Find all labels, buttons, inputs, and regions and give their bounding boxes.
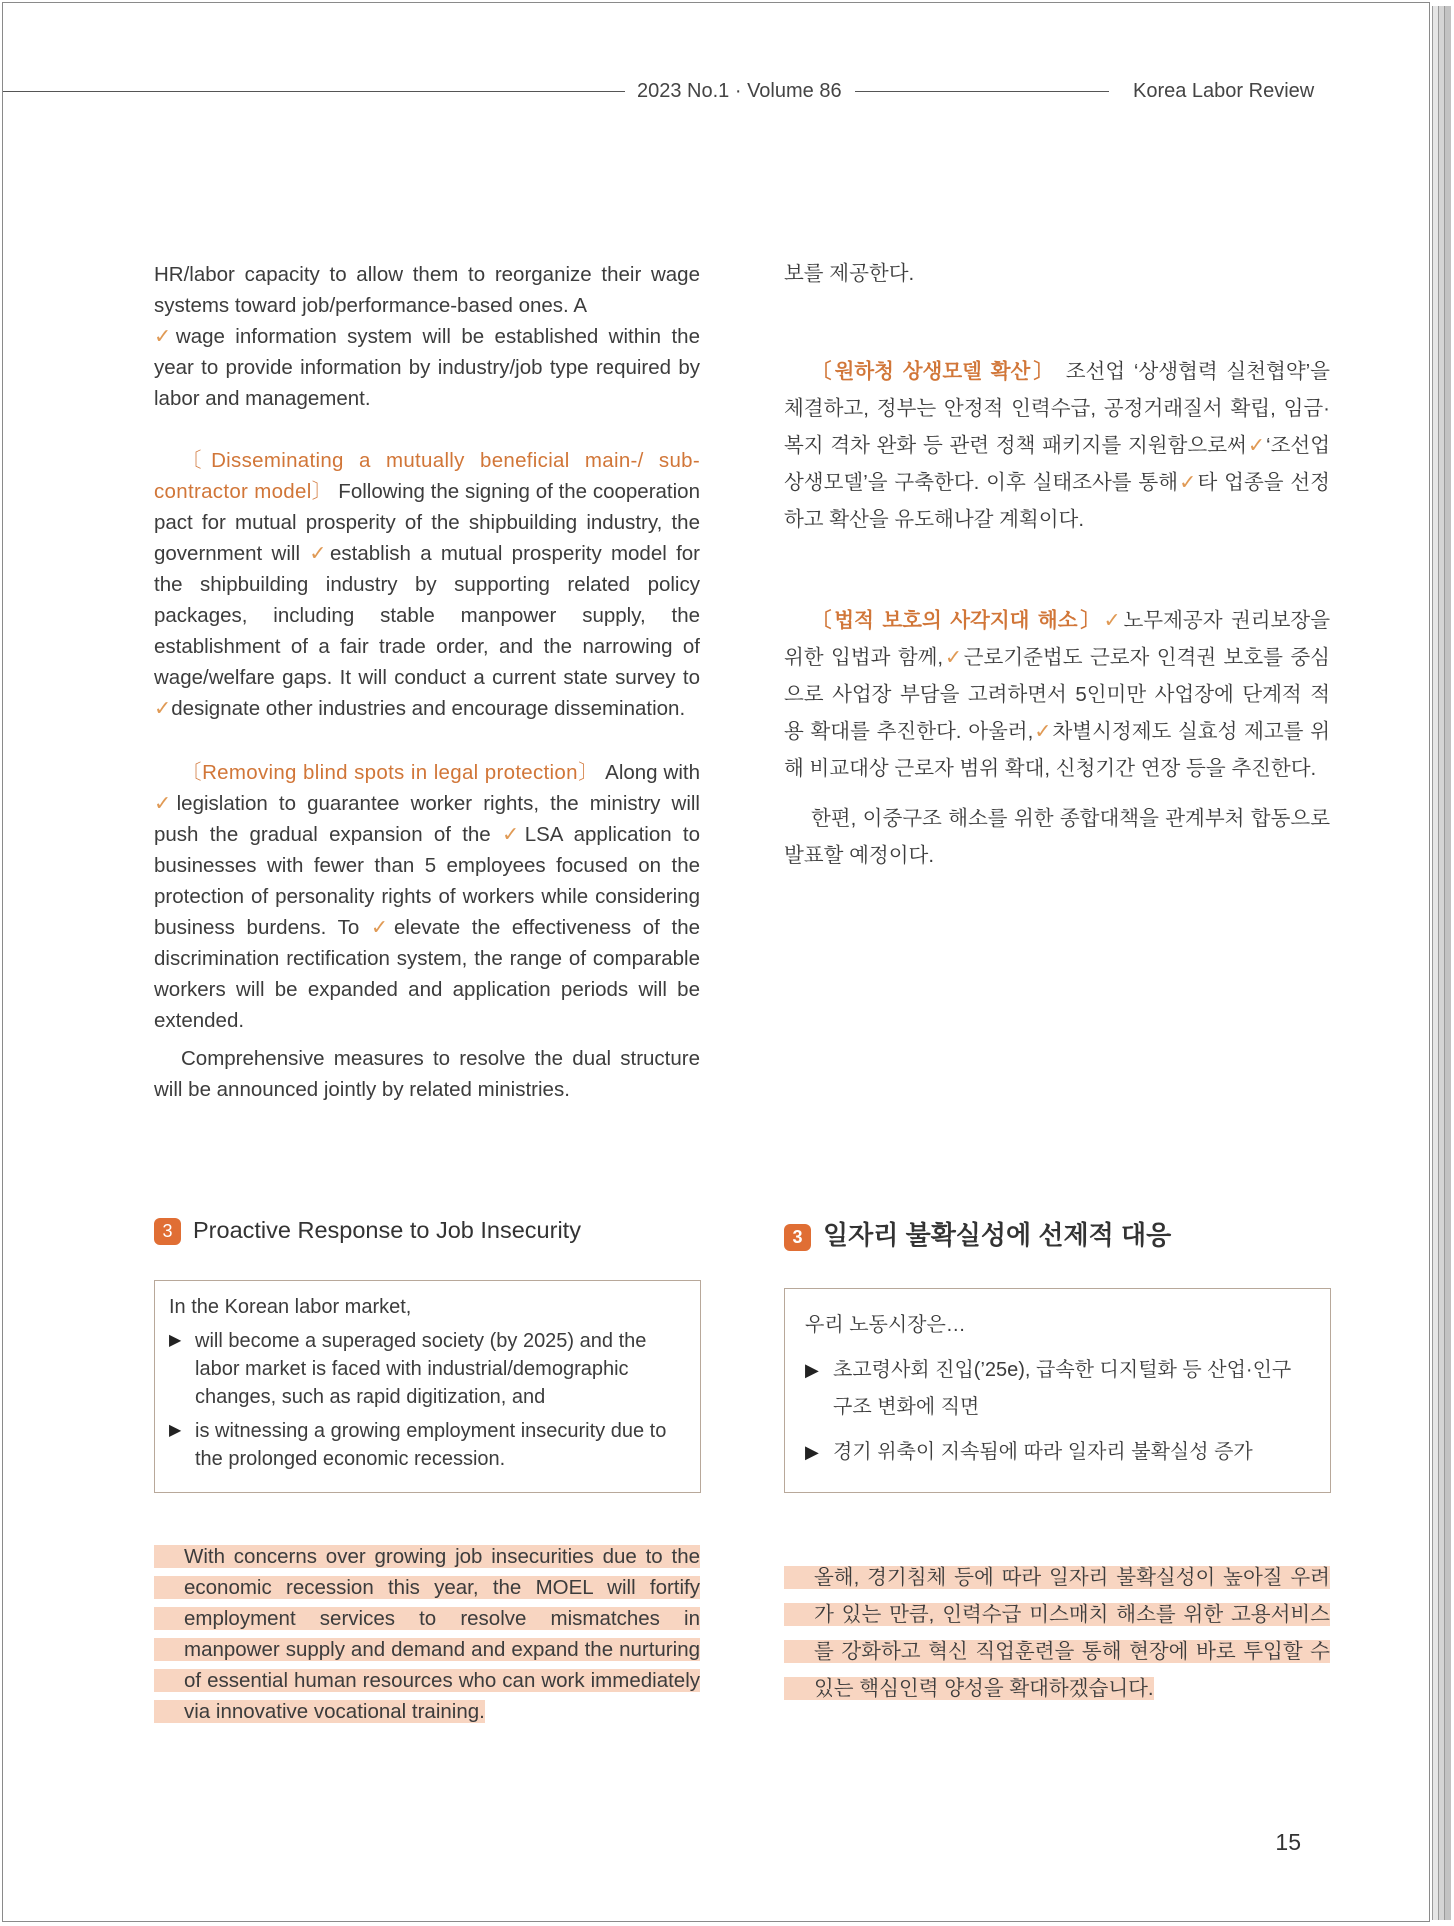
triangle-bullet-icon: ▶: [169, 1422, 182, 1439]
page-number: 15: [1275, 1829, 1301, 1855]
korean-section-heading: [784, 1215, 1171, 1252]
check-icon: ✓: [1246, 434, 1267, 457]
check-icon: ✓: [1033, 720, 1053, 743]
korean-paragraph-1: 보를 제공한다.: [784, 262, 915, 285]
english-paragraph-2: 〔Disseminating a mutually beneficial main-/ sub-contractor model〕 Following the signing of the cooperation pact for mutual prosperity of the shipbuilding industry, the government will ✓establish a mutual prosperity model for the shipbuilding industry by supporting related policy packages, including stable manpower supply, the establishment of a fair trade order, and the narrowing of wage/welfare gaps. It will conduct a current state survey to ✓designate other industries and encourage dissemination.: [154, 449, 700, 720]
english-column: [154, 259, 700, 1105]
publication-title: Korea Labor Review: [1133, 80, 1315, 102]
check-icon: ✓: [370, 916, 394, 939]
english-box-intro: In the Korean labor market,: [169, 1296, 412, 1318]
triangle-bullet-icon: ▶: [169, 1332, 182, 1349]
korean-highlight-paragraph: 올해, 경기침체 등에 따라 일자리 불확실성이 높아질 우려가 있는 만큼, 인력수급 미스매치 해소를 위한 고용서비스를 강화하고 혁신 직업훈련을 통해 현장에 바로 투입할 수 있는 핵심인력 양성을 확대하겠습니다.: [784, 1559, 1330, 1707]
english-paragraph-3: 〔Removing blind spots in legal protection〕 Along with ✓legislation to guarantee worker rights, the ministry will push the gradual expansion of the ✓LSA application to businesses with fewer than 5 employees focused on the protection of personality rights of workers while considering business burdens. To ✓elevate the effectiveness of the discrimination rectification system, the range of comparable workers will be expanded and application periods will be extended.: [154, 761, 700, 1032]
english-paragraph-1: HR/labor capacity to allow them to reorganize their wage systems toward job/performance-based ones. A ✓wage information system will be established within the year to provide information by industry/job type required by labor and management.: [154, 263, 700, 410]
section-number-badge: 3: [784, 1224, 811, 1251]
korean-column: [784, 255, 1330, 874]
check-icon: ✓: [501, 823, 525, 846]
korean-box-item: ▶ 초고령사회 진입(’25e), 급속한 디지털화 등 산업·인구구조 변화에 직면: [805, 1352, 1310, 1426]
korean-paragraph-2: 〔원하청 상생모델 확산〕 조선업 ‘상생협력 실천협약’을 체결하고, 정부는 안정적 인력수급, 공정거래질서 확립, 임금·복지 격차 완화 등 관련 정책 패키지를 지원함으로써✓‘조선업 상생모델’을 구축한다. 이후 실태조사를 통해✓타 업종을 선정하고 확산을 유도해나갈 계획이다.: [784, 360, 1330, 531]
korean-section-title: 일자리 불확실성에 선제적 대응: [823, 1220, 1172, 1250]
english-summary-box: [154, 1280, 701, 1493]
check-icon: ✓: [1178, 471, 1198, 494]
header-rule-middle: [855, 91, 1109, 92]
korean-paragraph-4: 한편, 이중구조 해소를 위한 종합대책을 관계부처 합동으로 발표할 예정이다.: [784, 807, 1330, 867]
check-icon: ✓: [309, 542, 331, 565]
english-section-title: Proactive Response to Job Insecurity: [193, 1217, 581, 1243]
english-lead-legal: 〔Removing blind spots in legal protection〕: [181, 761, 600, 784]
english-paragraph-4: Comprehensive measures to resolve the dual structure will be announced jointly by related ministries.: [154, 1047, 700, 1101]
english-highlight-paragraph: With concerns over growing job insecurities due to the economic recession this year, the MOEL will fortify employment services to resolve mismatches in manpower supply and demand and expand the nurturing of essential human resources who can work immediately via innovative vocational training.: [154, 1541, 700, 1727]
korean-summary-box: [784, 1288, 1331, 1493]
header-rule-left: [3, 91, 625, 92]
check-icon: ✓: [154, 697, 172, 720]
english-lead-mutual: 〔Disseminating a mutually beneficial main-/ sub-contractor model〕: [154, 449, 700, 503]
korean-lead-mutual: 〔원하청 상생모델 확산〕: [811, 360, 1057, 383]
issue-label: 2023 No.1 · Volume 86: [637, 80, 842, 102]
magazine-page: [2, 2, 1430, 1922]
section-number-badge: 3: [154, 1218, 181, 1245]
korean-box-intro: 우리 노동시장은…: [805, 1314, 966, 1336]
check-icon: ✓: [154, 792, 177, 815]
triangle-bullet-icon: ▶: [805, 1360, 819, 1380]
english-box-item: ▶ is witnessing a growing employment insecurity due to the prolonged economic recession.: [169, 1417, 686, 1473]
english-box-item: ▶ will become a superaged society (by 2025) and the labor market is faced with industrial/demographic changes, such as rapid digitization, and: [169, 1327, 686, 1411]
english-section-heading: [154, 1217, 581, 1245]
check-icon: ✓: [943, 646, 964, 669]
check-icon: ✓: [154, 325, 176, 348]
korean-box-item: ▶ 경기 위축이 지속됨에 따라 일자리 불확실성 증가: [805, 1434, 1310, 1471]
korean-paragraph-3: 〔법적 보호의 사각지대 해소〕✓노무제공자 권리보장을 위한 입법과 함께,✓근로기준법도 근로자 인격권 보호를 중심으로 사업장 부담을 고려하면서 5인미만 사업장에 단계적 적용 확대를 추진한다. 아울러,✓차별시정제도 실효성 제고를 위해 비교대상 근로자 범위 확대, 신청기간 연장 등을 추진한다.: [784, 609, 1330, 780]
triangle-bullet-icon: ▶: [805, 1442, 819, 1462]
page-edge-3: [1444, 6, 1451, 1920]
check-icon: ✓: [1103, 609, 1124, 632]
korean-lead-legal: 〔법적 보호의 사각지대 해소〕: [811, 609, 1104, 632]
